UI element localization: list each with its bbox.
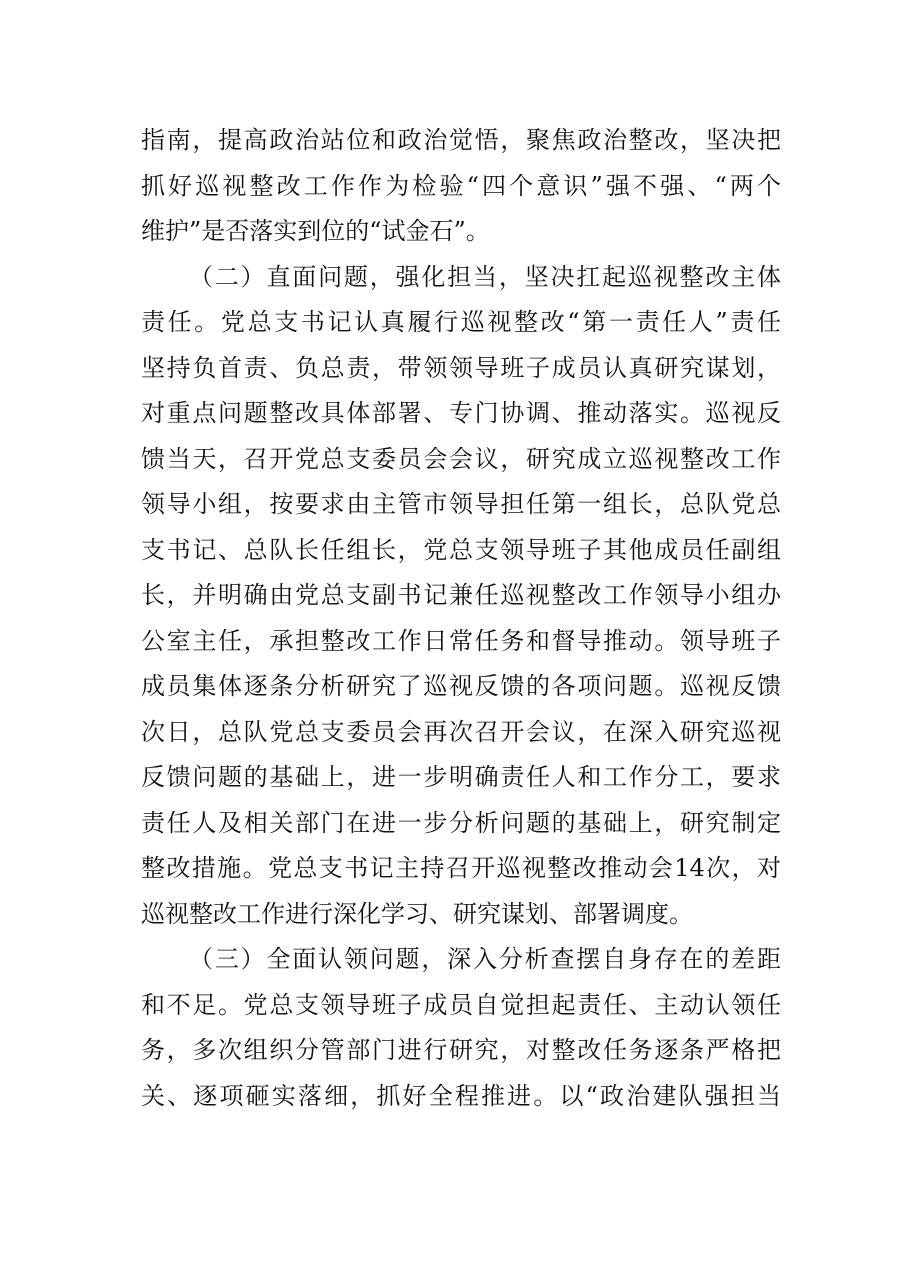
paragraph-line: 领导小组，按要求由主管市领导担任第一组长，总队党总 (141, 490, 781, 518)
paragraph-line: （三）全面认领问题，深入分析查摆自身存在的差距 (189, 945, 781, 973)
paragraph-line: 次日，总队党总支委员会再次召开会议，在深入研究巡视 (141, 717, 781, 746)
paragraph-line: 维护”是否落实到位的“试金石”。 (141, 217, 490, 245)
paragraph-line: 关、逐项砸实落细，抓好全程推进。以“政治建队强担当 (141, 1081, 781, 1110)
paragraph-line: 务，多次组织分管部门进行研究，对整改任务逐条严格把 (141, 1036, 781, 1064)
paragraph-line: 反馈问题的基础上，进一步明确责任人和工作分工，要求 (141, 763, 781, 791)
paragraph-line: 长，并明确由党总支副书记兼任巡视整改工作领导小组办 (141, 581, 781, 609)
paragraph-line: 抓好巡视整改工作作为检验“四个意识”强不强、“两个 (141, 171, 781, 200)
paragraph-line: 坚持负首责、负总责，带领领导班子成员认真研究谋划， (141, 353, 781, 382)
paragraph-line: （二）直面问题，强化担当，坚决扛起巡视整改主体 (189, 262, 781, 291)
paragraph-line: 馈当天，召开党总支委员会会议，研究成立巡视整改工作 (141, 444, 781, 473)
paragraph-line: 责任。党总支书记认真履行巡视整改“第一责任人”责任 (141, 308, 781, 336)
paragraph-line: 巡视整改工作进行深化学习、研究谋划、部署调度。 (141, 899, 693, 928)
paragraph-line: 成员集体逐条分析研究了巡视反馈的各项问题。巡视反馈 (141, 672, 781, 700)
paragraph-line: 公室主任，承担整改工作日常任务和督导推动。领导班子 (141, 626, 781, 655)
paragraph-line: 责任人及相关部门在进一步分析问题的基础上，研究制定 (141, 808, 781, 837)
paragraph-1 (141, 118, 781, 255)
paragraph-2 (141, 255, 781, 938)
paragraph-line: 支书记、总队长任组长，党总支领导班子其他成员任副组 (141, 535, 781, 564)
paragraph-line: 和不足。党总支领导班子成员自觉担起责任、主动认领任 (141, 990, 781, 1019)
paragraph-line: 整改措施。党总支书记主持召开巡视整改推动会14次，对 (141, 854, 781, 882)
paragraph-3 (141, 937, 781, 1119)
paragraph-line: 指南，提高政治站位和政治觉悟，聚焦政治整改，坚决把 (141, 126, 781, 154)
document-body (141, 118, 781, 1119)
paragraph-line: 对重点问题整改具体部署、专门协调、推动落实。巡视反 (141, 399, 781, 427)
